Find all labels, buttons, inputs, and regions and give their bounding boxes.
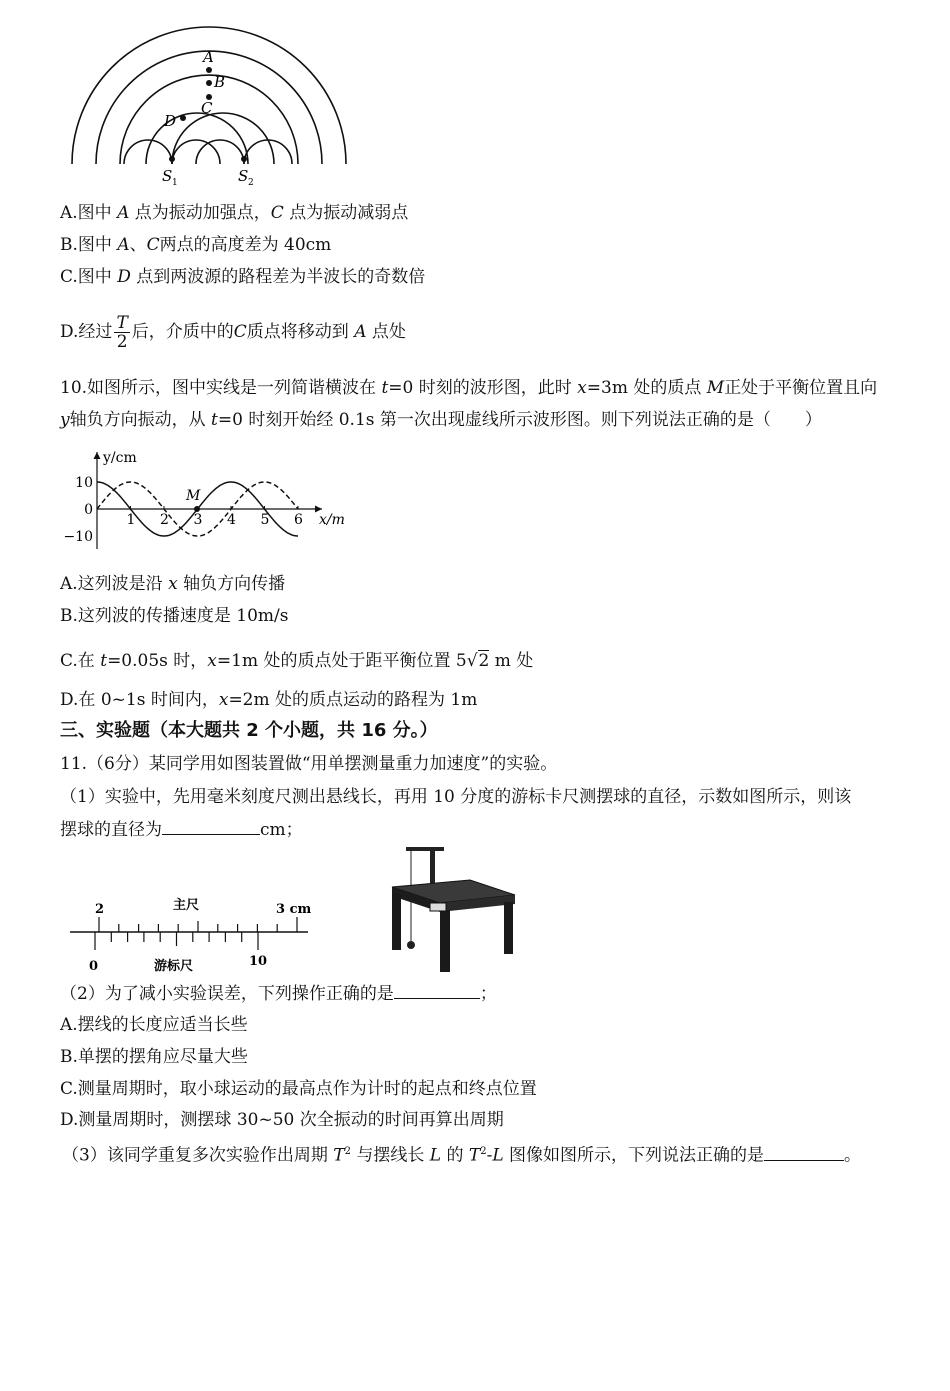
label-c: C [201, 99, 213, 117]
q9-option-c: C.图中 D 点到两波源的路程差为半波长的奇数倍 [60, 267, 426, 287]
answer-blank-operation[interactable] [394, 982, 480, 999]
main-scale-end: 3 cm [276, 902, 312, 917]
vernier-caliper [64, 888, 324, 976]
point-b [206, 80, 212, 86]
answer-blank-diameter[interactable] [162, 818, 260, 835]
table-leg [392, 894, 401, 950]
stand-arm [406, 847, 444, 851]
answer-blank-graph[interactable] [764, 1144, 844, 1161]
pendulum-apparatus [385, 840, 520, 976]
sqrt-sign: √ [466, 651, 478, 671]
x-tick-label: 3 [193, 512, 203, 528]
label-b: B [214, 73, 226, 91]
q11-part2-option-d: D.测量周期时，测摆球 30~50 次全振动的时间再算出周期 [60, 1110, 504, 1130]
pendulum-bob [407, 941, 415, 949]
x-tick-label: 4 [227, 512, 236, 528]
main-scale-start: 2 [95, 902, 105, 917]
label-s2-sub: 2 [248, 178, 254, 188]
q10-stem-line2: y轴负方向振动，从 t=0 时刻开始经 0.1s 第一次出现虚线所示波形图。则下列说法正确的是（ ） [60, 410, 822, 430]
q11-part3: （3）该同学重复多次实验作出周期 $T^2$ 与摆线长 L 的 $T^2-L$ 图像如图所示，下列说法正确的是 。 [62, 1145, 862, 1166]
source-s1 [169, 156, 175, 162]
vernier-start: 0 [89, 959, 99, 974]
vernier-label: 游标尺 [154, 959, 194, 974]
label-s1: S [162, 167, 173, 185]
q11-stem: 11.（6分）某同学用如图装置做“用单摆测量重力加速度”的实验。 [60, 754, 558, 774]
x-tick-label: 1 [126, 512, 136, 528]
q10-stem-line1: 10.如图所示，图中实线是一列简谐横波在 t=0 时刻的波形图，此时 x=3m 处的质点 M正处于平衡位置且向 [60, 378, 878, 398]
point-m [194, 506, 200, 512]
stand-base [430, 903, 446, 911]
table-leg [440, 910, 450, 972]
q11-part2-option-a: A.摆线的长度应适当长些 [60, 1015, 248, 1035]
q10-option-c: C.在 t=0.05s 时，x=1m 处的质点处于距平衡位置 5√2 m 处 [60, 651, 534, 671]
label-s2: S [238, 167, 249, 185]
y-tick-label: −10 [63, 529, 93, 545]
q11-part1-line2: 摆球的直径为 cm； [60, 820, 303, 840]
x-tick-label: 2 [160, 512, 169, 528]
q10-option-a: A.这列波是沿 x 轴负方向传播 [60, 574, 286, 594]
section-heading: 三、实验题（本大题共 2 个小题，共 16 分。） [60, 720, 438, 741]
x-tick-label: 6 [294, 512, 303, 528]
q9-option-a: A.图中 A 点为振动加强点，C 点为振动减弱点 [60, 203, 409, 223]
point-a [206, 67, 212, 73]
q11-part2-option-c: C.测量周期时，取小球运动的最高点作为计时的起点和终点位置 [60, 1079, 537, 1099]
q10-option-d: D.在 0~1s 时间内，x=2m 处的质点运动的路程为 1m [60, 690, 478, 710]
source-s2 [241, 156, 247, 162]
x-axis-label: x/m [319, 512, 345, 528]
q9-option-d: D.经过 $\frac{T}{2}$ 后，介质中的C质点将移动到 A 点处 [60, 313, 406, 352]
q11-part1-line1: （1）实验中，先用毫米刻度尺测出悬线长，再用 10 分度的游标卡尺测摆球的直径，示数如图所示，则该 [60, 787, 852, 807]
interference-figure [60, 42, 360, 192]
fraction-t-over-2: $\frac{T}{2}$ [116, 313, 128, 352]
point-d [180, 115, 186, 121]
point-m-label: M [186, 488, 201, 504]
q10-option-b: B.这列波的传播速度是 10m/s [60, 606, 289, 626]
label-a: A [203, 48, 214, 66]
label-d: D [164, 112, 177, 130]
q11-part2-option-b: B.单摆的摆角应尽量大些 [60, 1047, 248, 1067]
main-scale-label: 主尺 [173, 898, 200, 913]
y-axis-label: y/cm [103, 450, 137, 466]
q9-option-b: B.图中 A、C两点的高度差为 40cm [60, 235, 332, 255]
q11-part2: （2）为了减小实验误差，下列操作正确的是 ； [60, 984, 497, 1004]
x-tick-label: 5 [260, 512, 270, 528]
y-tick-label: 10 [75, 475, 93, 491]
y-tick-label: 0 [84, 502, 93, 518]
table-leg [504, 902, 513, 954]
vernier-end: 10 [249, 954, 268, 969]
wave-chart [60, 446, 360, 556]
label-s1-sub: 1 [172, 178, 178, 188]
